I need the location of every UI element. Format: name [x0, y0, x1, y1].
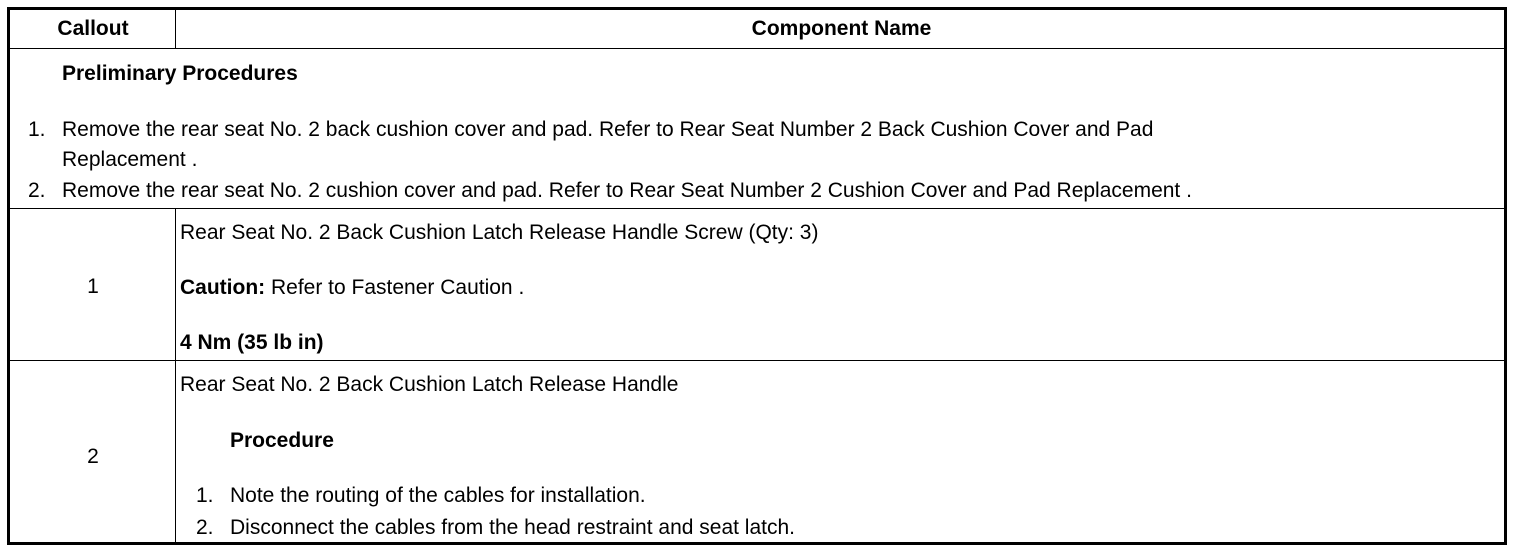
- callout-number: 2: [87, 445, 99, 468]
- preliminary-step-text: Remove the rear seat No. 2 back cushion cover and pad. Refer to Rear Seat Number 2 Back Cushion Cover and Pad: [62, 118, 1154, 141]
- procedure-step-text: Note the routing of the cables for installation.: [230, 484, 646, 507]
- preliminary-title: Preliminary Procedures: [62, 62, 298, 85]
- caution-text: Refer to Fastener Caution .: [265, 276, 525, 299]
- preliminary-step-text: Replacement .: [62, 148, 198, 171]
- preliminary-step-number: 1.: [28, 118, 46, 141]
- torque-spec: 4 Nm (35 lb in): [180, 331, 324, 354]
- procedure-title: Procedure: [230, 429, 334, 452]
- row-bottom-line: [10, 360, 1504, 361]
- component-table: [7, 7, 1507, 545]
- component-name: Rear Seat No. 2 Back Cushion Latch Release Handle Screw (Qty: 3): [180, 221, 819, 244]
- procedure-step-number: 1.: [196, 484, 214, 507]
- caution-label: Caution:: [180, 276, 266, 299]
- preliminary-step-text: Remove the rear seat No. 2 cushion cover and pad. Refer to Rear Seat Number 2 Cushion Cover and Pad Replacement .: [62, 179, 1192, 202]
- preliminary-step-number: 2.: [28, 179, 46, 202]
- component-name-header: Component Name: [751, 17, 932, 40]
- callout-header: Callout: [57, 17, 129, 40]
- component-name: Rear Seat No. 2 Back Cushion Latch Release Handle: [180, 373, 679, 396]
- header-bottom-line: [10, 48, 1504, 49]
- preliminary-bottom-line: [10, 208, 1504, 209]
- procedure-step-number: 2.: [196, 516, 214, 539]
- header-divider: [175, 10, 176, 48]
- callout-number: 1: [87, 275, 99, 298]
- caution-note: [180, 276, 524, 300]
- procedure-step-text: Disconnect the cables from the head restraint and seat latch.: [230, 516, 795, 539]
